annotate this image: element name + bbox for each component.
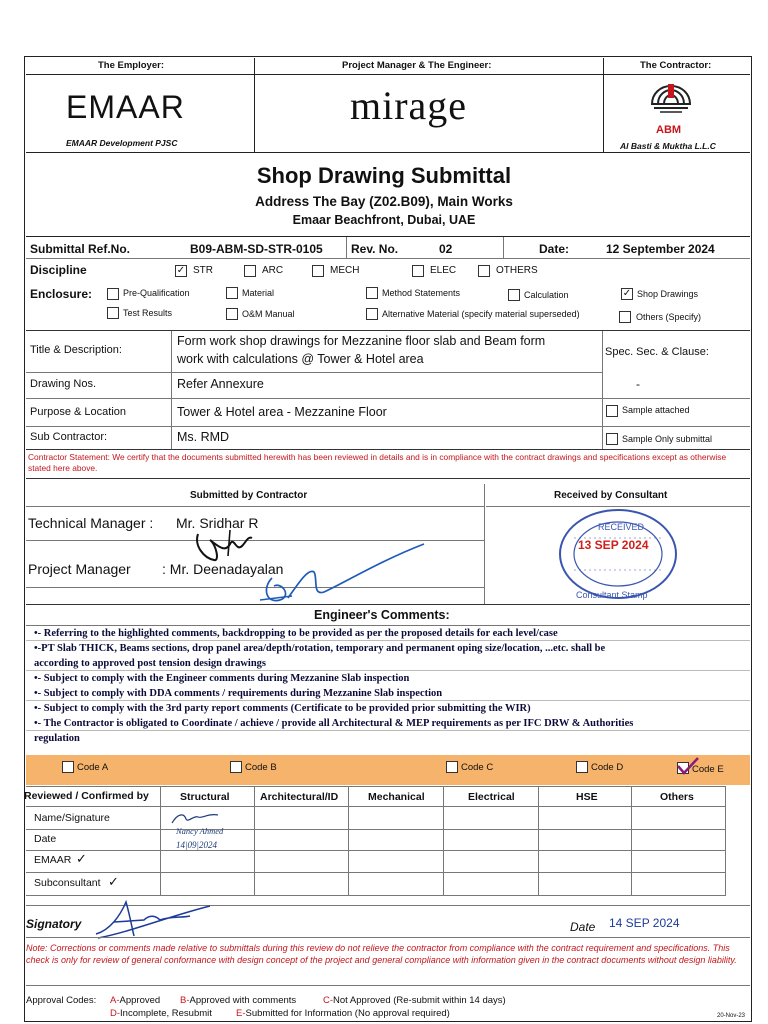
sub-contractor-label: Sub Contractor: [30, 431, 108, 443]
approval-b-letter: B- [180, 995, 190, 1006]
approval-d [110, 1008, 212, 1019]
rev-value: 02 [439, 242, 453, 256]
enclosure-test-label: Test Results [123, 308, 173, 318]
enclosure-material-checkbox[interactable] [226, 287, 238, 299]
approval-d-letter: D- [110, 1008, 121, 1019]
purpose-value: Tower & Hotel area - Mezzanine Floor [177, 405, 387, 419]
signatory-date-value: 14 SEP 2024 [609, 916, 680, 930]
enclosure-material-label: Material [242, 288, 275, 298]
technical-manager-name: Mr. Sridhar R [176, 515, 259, 531]
engineer-comment-3: •- Subject to comply with the Engineer comments during Mezzanine Slab inspection [34, 673, 410, 684]
review-note: Note: Corrections or comments made relative to submittals during this review do not relieve the contractor from compliance with the contract requirement and specifications. This check is only for review of general conformance with design concept of the project and general compliance with information given in the contract documents without design liability. [26, 943, 737, 965]
col-others: Others [660, 791, 694, 803]
signatory-signature [90, 896, 220, 942]
discipline-others-checkbox[interactable] [478, 265, 490, 277]
emaar-subtitle: EMAAR Development PJSC [66, 138, 178, 148]
project-name: Address The Bay (Z02.B09), Main Works [255, 194, 513, 209]
approval-e [236, 1008, 450, 1019]
structural-name: Nancy Ahmed [176, 826, 224, 836]
col-hse: HSE [576, 791, 598, 803]
code-band [26, 755, 750, 785]
approval-e-text: Submitted for Information (No approval required) [245, 1008, 450, 1019]
col-structural: Structural [180, 791, 230, 803]
approval-c-text: Not Approved (Re-submit within 14 days) [333, 995, 506, 1006]
engineer-comment-6: •- The Contractor is obligated to Coordinate / achieve / provide all Architectural & MEP requirements as per IFC DRW & Authorities [34, 718, 634, 729]
drawing-label: Drawing Nos. [30, 378, 97, 390]
stamp-consultant: Consultant Stamp [576, 590, 648, 600]
discipline-mech-checkbox[interactable] [312, 265, 324, 277]
code-b-label: Code B [245, 762, 277, 773]
submitted-heading: Submitted by Contractor [190, 490, 308, 501]
structural-date: 14|09|2024 [176, 840, 217, 850]
row-name-signature: Name/Signature [34, 812, 110, 824]
spec-label: Spec. Sec. & Clause: [605, 346, 709, 358]
engineer-comment-2: •-PT Slab THICK, Beams sections, drop panel area/depth/rotation, temporary and permanent oping size/location, ...etc. shall be [34, 643, 606, 654]
purpose-label: Purpose & Location [30, 406, 127, 418]
enclosure-test-checkbox[interactable] [107, 307, 119, 319]
code-e-label: Code E [692, 764, 724, 775]
rev-label: Rev. No. [351, 242, 399, 256]
enclosure-prequal-label: Pre-Qualification [123, 288, 190, 298]
enclosure-om-checkbox[interactable] [226, 308, 238, 320]
signatory-label: Signatory [26, 917, 82, 931]
sub-contractor-value: Ms. RMD [177, 430, 230, 444]
discipline-elec-checkbox[interactable] [412, 265, 424, 277]
enclosure-shopdrawings-checkbox[interactable]: ✓ [622, 288, 632, 299]
stamp-received: RECEIVED [598, 522, 645, 532]
signatory-date-label: Date [570, 920, 596, 934]
form-title: Shop Drawing Submittal [256, 163, 512, 188]
enclosure-method-checkbox[interactable] [366, 287, 378, 299]
date-label: Date: [539, 242, 570, 256]
employer-label: The Employer: [98, 60, 164, 71]
discipline-mech-label: MECH [330, 265, 360, 276]
ref-label: Submittal Ref.No. [30, 242, 131, 256]
pm-label: Project Manager & The Engineer: [342, 60, 492, 71]
col-architectural: Architectural/ID [260, 791, 339, 803]
enclosure-method-label: Method Statements [382, 288, 461, 298]
row-date: Date [34, 833, 57, 845]
sample-only-checkbox[interactable] [606, 433, 618, 445]
enclosure-calc-label: Calculation [524, 290, 569, 300]
stamp-date: 13 SEP 2024 [578, 538, 649, 552]
enclosure-alt-label: Alternative Material (specify material superseded) [382, 309, 580, 319]
enclosure-om-label: O&M Manual [242, 309, 295, 319]
sample-attached-checkbox[interactable] [606, 405, 618, 417]
title-desc-line2: work with calculations @ Tower & Hotel area [177, 352, 424, 366]
abm-emblem-icon [646, 82, 696, 122]
discipline-str-label: STR [193, 265, 213, 276]
consultant-stamp [556, 508, 680, 604]
enclosure-others-label: Others (Specify) [636, 312, 702, 322]
approval-a-text: Approved [119, 995, 161, 1006]
drawing-value: Refer Annexure [177, 377, 264, 391]
date-value: 12 September 2024 [606, 242, 715, 256]
emaar-logo: EMAAR [66, 89, 185, 125]
approval-a-letter: A- [110, 995, 120, 1006]
col-mechanical: Mechanical [368, 791, 425, 803]
technical-manager-label: Technical Manager : [28, 515, 154, 531]
row-emaar: EMAAR [34, 854, 72, 866]
sample-only-label: Sample Only submittal [622, 434, 713, 444]
enclosure-alt-checkbox[interactable] [366, 308, 378, 320]
emaar-check-icon: ✓ [76, 851, 87, 866]
review-corner: Reviewed / Confirmed by [24, 790, 149, 802]
enclosure-prequal-checkbox[interactable] [107, 288, 119, 300]
spec-value: - [636, 377, 640, 391]
sample-attached-label: Sample attached [622, 405, 690, 415]
engineer-comment-1: •- Referring to the highlighted comments, backdropping to be provided as per the proposed details for each level/case [34, 628, 558, 639]
ref-value: B09-ABM-SD-STR-0105 [190, 242, 323, 256]
col-electrical: Electrical [468, 791, 515, 803]
discipline-elec-label: ELEC [430, 265, 457, 276]
code-a-checkbox[interactable] [62, 761, 74, 773]
engineer-comment-5: •- Subject to comply with the 3rd party report comments (Certificate to be provided prior submitting the WIR) [34, 703, 531, 714]
received-heading: Received by Consultant [554, 490, 668, 501]
discipline-arc-checkbox[interactable] [244, 265, 256, 277]
discipline-arc-label: ARC [262, 265, 284, 276]
engineer-comment-4: •- Subject to comply with DDA comments / requirements during Mezzanine Slab inspection [34, 688, 443, 699]
approval-d-text: Incomplete, Resubmit [120, 1008, 212, 1019]
contractor-label: The Contractor: [640, 60, 712, 71]
approval-b [180, 995, 296, 1006]
code-b-checkbox[interactable] [230, 761, 242, 773]
code-c-label: Code C [461, 762, 494, 773]
abm-subtitle: Al Basti & Muktha L.L.C [620, 141, 716, 151]
code-d-label: Code D [591, 762, 624, 773]
approval-c [323, 995, 506, 1006]
code-c-checkbox[interactable] [446, 761, 458, 773]
code-a-label: Code A [77, 762, 109, 773]
project-manager-label: Project Manager [28, 561, 131, 577]
contractor-statement: Contractor Statement: We certify that the documents submitted herewith has been reviewed in details and is in compliance with the contract drawings and specifications except as otherwise stated here above. [28, 452, 727, 473]
code-d-checkbox[interactable] [576, 761, 588, 773]
footer-code: 20-Nov-23 [717, 1013, 746, 1019]
enclosure-label: Enclosure: [30, 287, 93, 301]
mirage-logo: mirage [350, 83, 468, 128]
discipline-others-label: OTHERS [496, 265, 538, 276]
project-location: Emaar Beachfront, Dubai, UAE [292, 213, 476, 227]
engineer-comment-2b: according to approved post tension design drawings [34, 658, 267, 669]
enclosure-shopdrawings-label: Shop Drawings [637, 289, 699, 299]
project-manager-name: : Mr. Deenadayalan [162, 561, 284, 577]
approval-e-letter: E- [236, 1008, 246, 1019]
approval-c-letter: C- [323, 995, 334, 1006]
title-desc-line1: Form work shop drawings for Mezzanine floor slab and Beam form [177, 334, 546, 348]
approval-label: Approval Codes: [26, 995, 97, 1006]
enclosure-calc-checkbox[interactable] [508, 289, 520, 301]
approval-a [110, 995, 160, 1006]
abm-logo: ABM [656, 124, 682, 136]
engineer-comment-6b: regulation [34, 733, 80, 744]
project-manager-signature [252, 538, 432, 608]
approval-b-text: Approved with comments [189, 995, 297, 1006]
engineer-heading: Engineer's Comments: [314, 608, 450, 622]
row-subconsultant: Subconsultant [34, 877, 101, 889]
subconsultant-check-icon: ✓ [108, 874, 119, 889]
enclosure-others-checkbox[interactable] [619, 311, 631, 323]
title-desc-label: Title & Description: [30, 344, 122, 356]
discipline-label: Discipline [30, 263, 87, 277]
discipline-str-checkbox[interactable]: ✓ [176, 265, 186, 276]
